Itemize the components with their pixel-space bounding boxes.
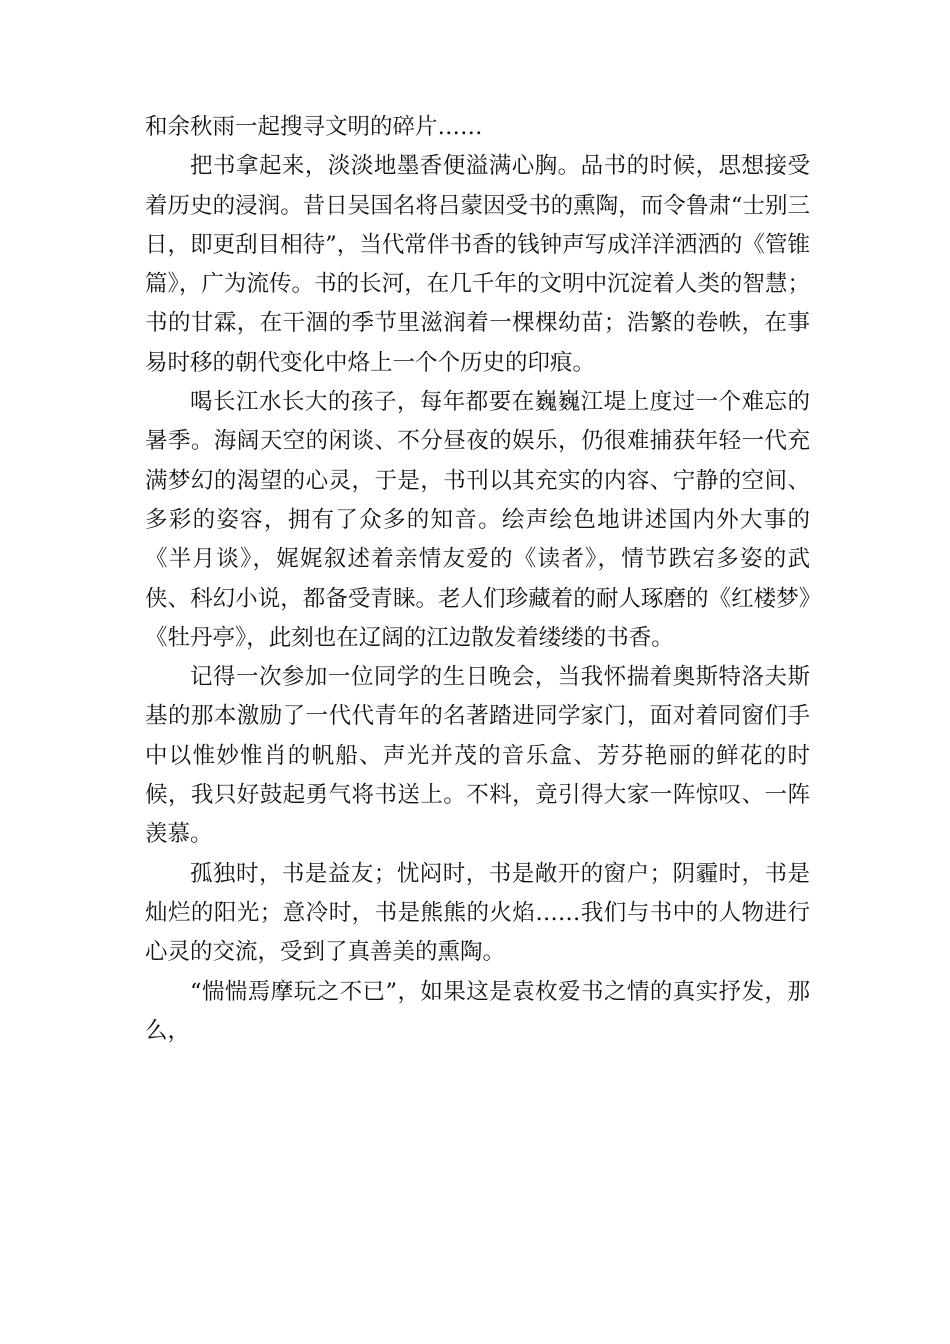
paragraph-5: 孤独时，书是益友；忧闷时，书是敞开的窗户；阴霾时，书是灿烂的阳光；意冷时，书是熊熊的火焰……我们与书中的人物进行心灵的交流，受到了真善美的熏陶。 <box>145 860 810 966</box>
document-body <box>145 108 810 1051</box>
paragraph-4: 记得一次参加一位同学的生日晚会，当我怀揣着奥斯特洛夫斯基的那本激励了一代代青年的名著踏进同学家门，面对着同窗们手中以惟妙惟肖的帆船、声光并茂的音乐盒、芳芬艳丽的鲜花的时候，我只好鼓起勇气将书送上。不料，竟引得大家一阵惊叹、一阵羡慕。 <box>145 664 810 848</box>
paragraph-6: “惴惴焉摩玩之不已”，如果这是袁枚爱书之情的真实抒发，那么， <box>145 978 810 1044</box>
paragraph-2: 把书拿起来，淡淡地墨香便溢满心胸。品书的时候，思想接受着历史的浸润。昔日吴国名将吕蒙因受书的熏陶，而令鲁肃“士别三日，即更刮目相待”，当代常伴书香的钱钟声写成洋洋洒洒的《管锥篇》，广为流传。书的长河，在几千年的文明中沉淀着人类的智慧；书的甘霖，在干涸的季节里滋润着一棵棵幼苗；浩繁的卷帙，在事易时移的朝代变化中烙上一个个历史的印痕。 <box>145 153 810 376</box>
paragraph-3: 喝长江水长大的孩子，每年都要在巍巍江堤上度过一个难忘的暑季。海阔天空的闲谈、不分昼夜的娱乐，仍很难捕获年轻一代充满梦幻的渴望的心灵，于是，书刊以其充实的内容、宁静的空间、多彩的姿容，拥有了众多的知音。绘声绘色地讲述国内外大事的《半月谈》，娓娓叙述着亲情友爱的《读者》，情节跌宕多姿的武侠、科幻小说，都备受青睐。老人们珍藏着的耐人琢磨的《红楼梦》《牡丹亭》，此刻也在辽阔的江边散发着缕缕的书香。 <box>145 389 810 651</box>
paragraph-1: 和余秋雨一起搜寻文明的碎片…… <box>145 114 483 140</box>
